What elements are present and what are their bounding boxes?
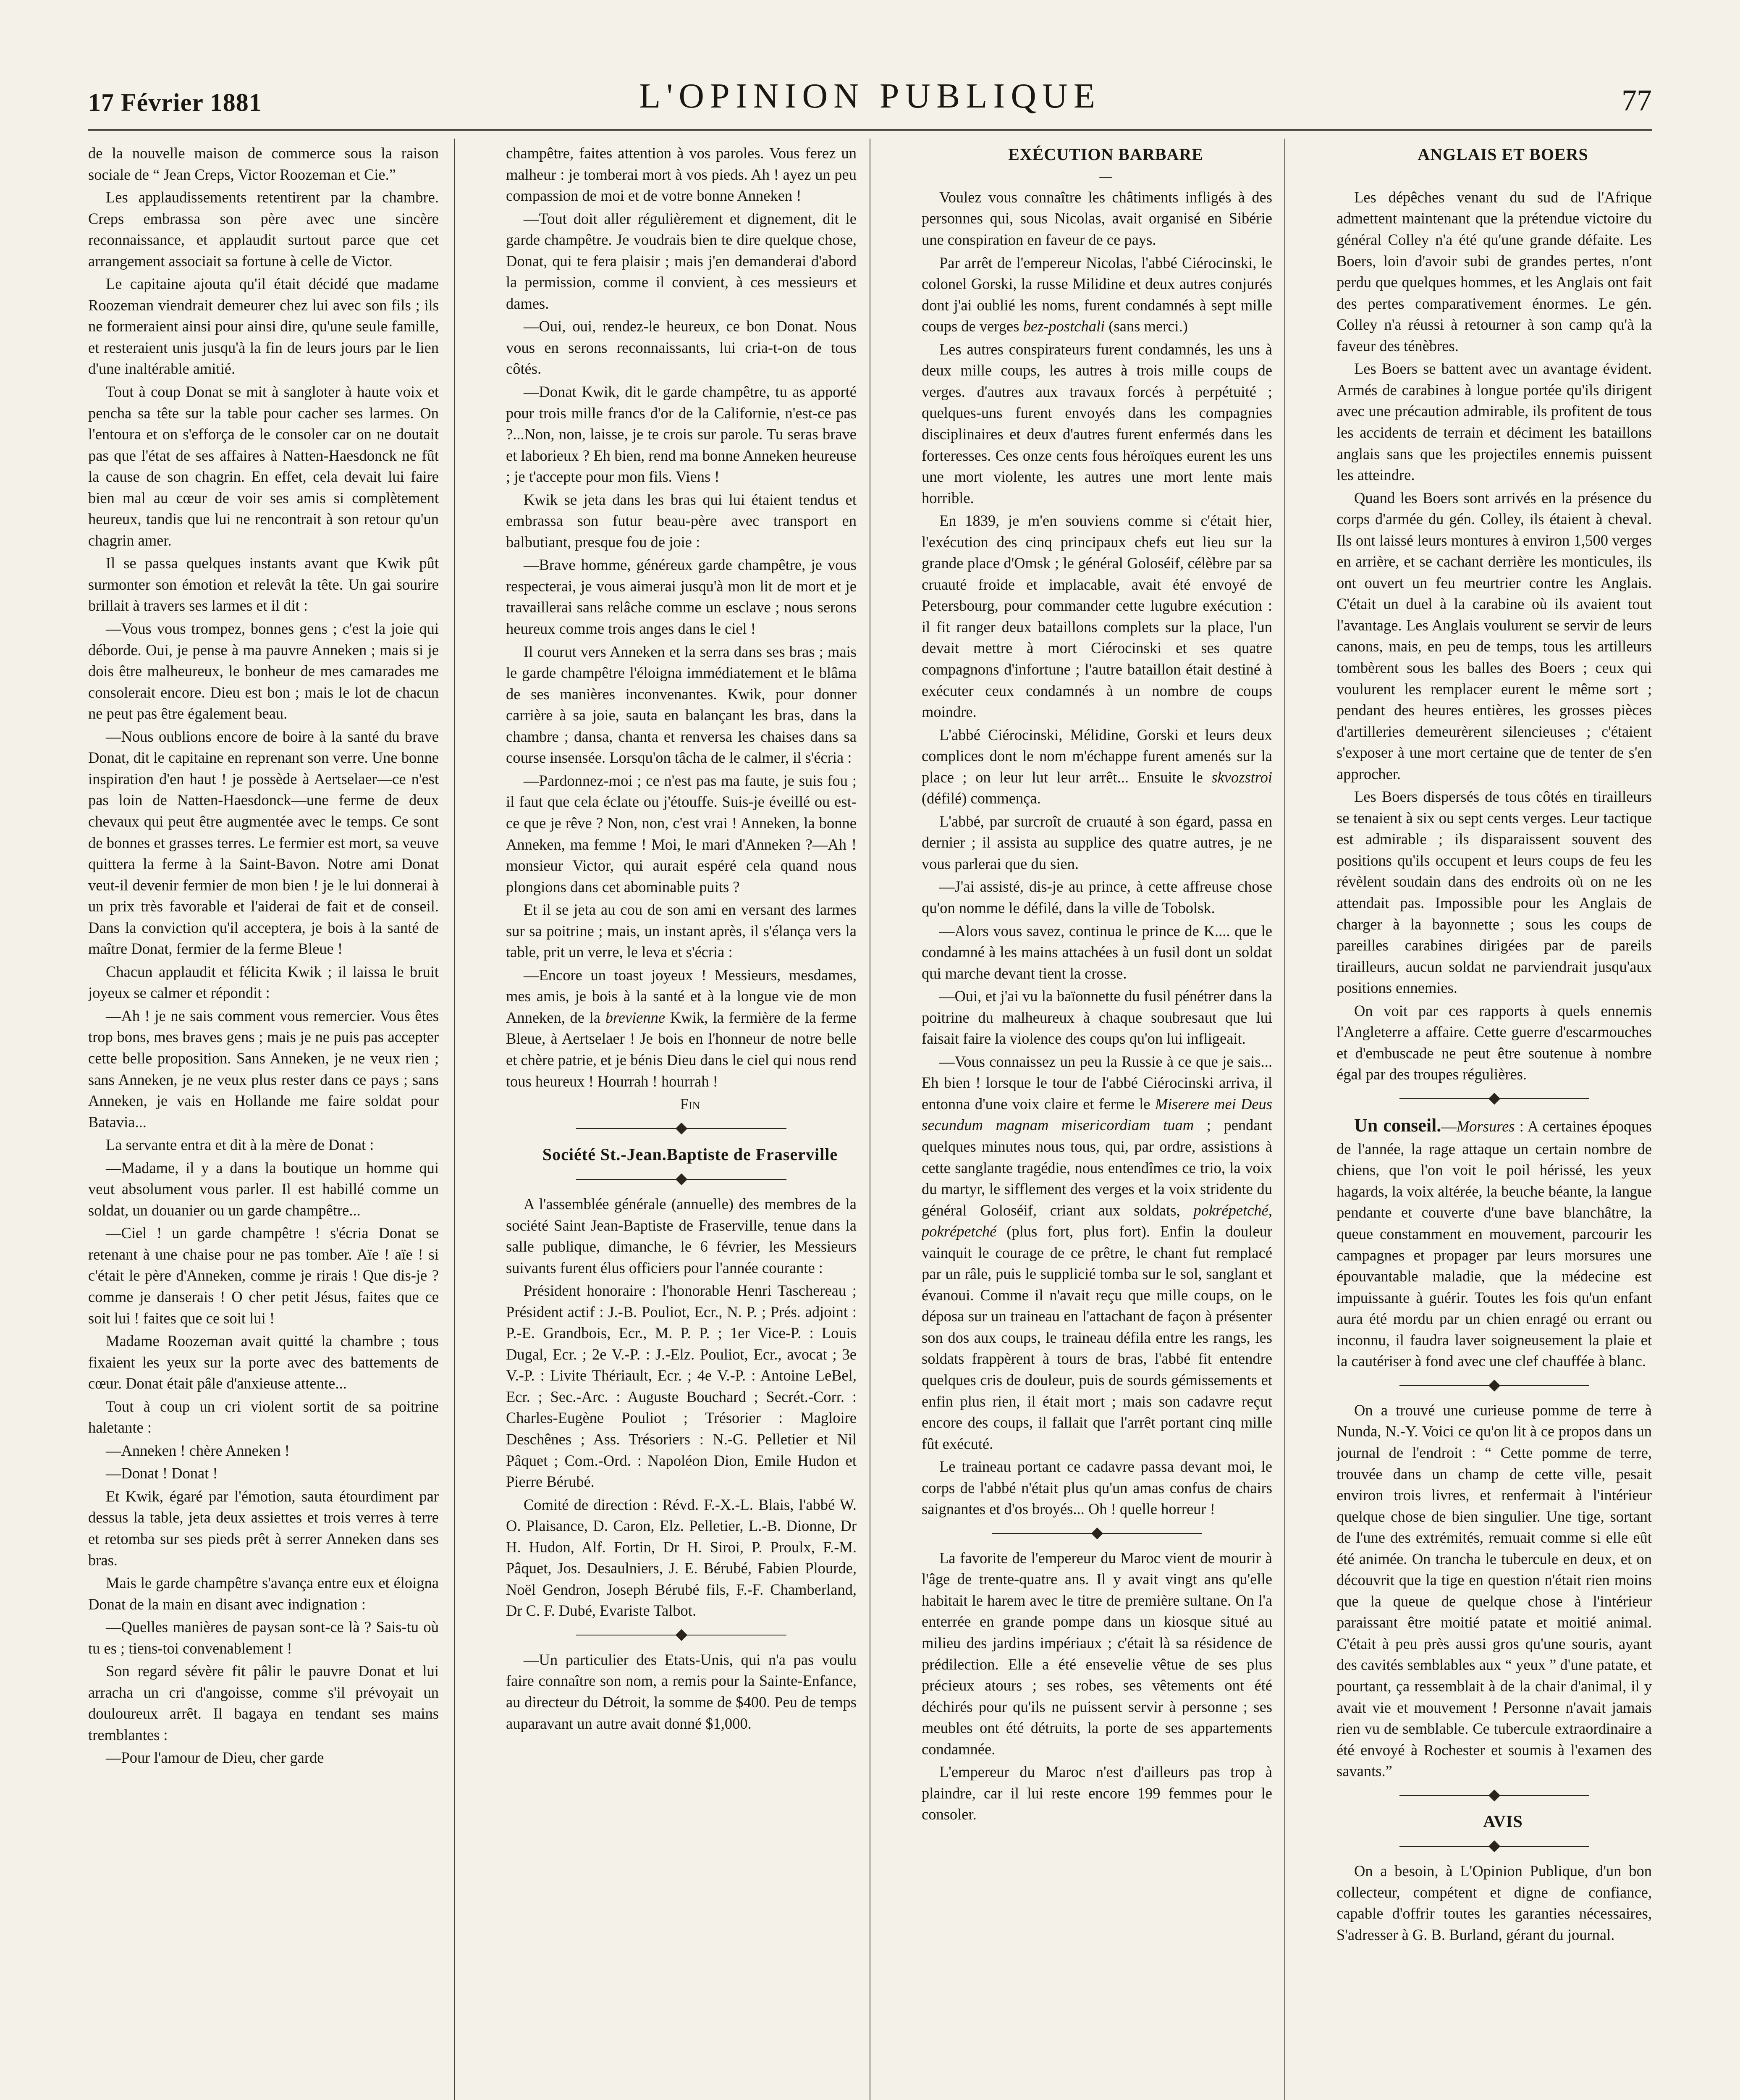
paragraph: L'empereur du Maroc n'est d'ailleurs pas trop à plaindre, car il lui reste encore 199 femmes pour le consoler.: [922, 1763, 1272, 1823]
paragraph: de la nouvelle maison de commerce sous la raison sociale de “ Jean Creps, Victor Roozeman et Cie.”: [88, 144, 439, 183]
paragraph: La favorite de l'empereur du Maroc vient de mourir à l'âge de trente-quatre ans. Il y avait vingt ans qu'elle habitait le harem avec le titre de première sultane. On l'a enterrée en grande pompe dans un kiosque situé au milieu des jardins impériaux ; c'était là sa résidence de prédilection. Elle a été ensevelie vêtue de ses plus précieux atours ; ses robes, ses vêtements ont été déchirés pour qu'ils ne puissent servir à personne ; ses meubles ont été détruits, la porte de ses appartements condamnée.: [922, 1549, 1272, 1758]
section-separator: [1336, 1842, 1652, 1851]
paragraph: Le capitaine ajouta qu'il était décidé que madame Roozeman viendrait demeurer chez lui avec son fils ; ils ne formeraient ainsi pour ainsi dire, qu'une seule famille, et resteraient unis jusqu'à la fin de leurs jours par le lien d'une inaltérable amitié.: [88, 275, 439, 378]
paragraph: —Un particulier des Etats-Unis, qui n'a pas voulu faire connaître son nom, a remis pour la Sainte-Enfance, au directeur du Détroit, la somme de $400. Peu de temps auparavant un autre avait donné $1,000.: [506, 1651, 857, 1732]
item-lead: Un conseil.: [1354, 1115, 1441, 1136]
section-separator: [1336, 1381, 1652, 1390]
paragraph: On a besoin, à L'Opinion Publique, d'un bon collecteur, compétent et digne de confiance, capable d'offrir toutes les garanties nécessaires, S'adresser à G. B. Burland, gérant du journal.: [1336, 1862, 1652, 1943]
article-title: ANGLAIS ET BOERS: [1418, 145, 1588, 164]
column-divider: [454, 139, 455, 2100]
masthead: [88, 76, 1652, 126]
paragraph: —Oui, et j'ai vu la baïonnette du fusil pénétrer dans la poitrine du malheureux à chaque soubresaut que lui faisait faire la violence des coups qu'on lui infligeait.: [922, 987, 1272, 1047]
paragraph: Et Kwik, égaré par l'émotion, sauta étourdiment par dessus la table, jeta deux assiettes et trois verres à terre et retomba sur ses pieds prêt à serrer Anneken dans ses bras.: [88, 1487, 439, 1569]
page-number: 77: [1622, 84, 1652, 117]
newspaper-title: L'OPINION PUBLIQUE: [639, 76, 1101, 116]
paragraph: Il courut vers Anneken et la serra dans ses bras ; mais le garde champêtre l'éloigna immédiatement et le blâma de ses manières inconvenantes. Kwik, pour donner carrière à sa joie, sauta en balançant les bras, dans la chambre ; dansa, chanta et renversa les chaises dans sa course insensée. Lorsqu'on tâcha de le calmer, il s'écria :: [506, 643, 857, 766]
paragraph: —Pour l'amour de Dieu, cher garde: [106, 1749, 324, 1767]
text-span: —Vous connaissez un peu la Russie à ce que je sais... Eh bien ! lorsque le tour de l'abbé Ciérocinski arriva, il entonna d'une voix claire et ferme le: [922, 1053, 1272, 1113]
paragraph: —Nous oublions encore de boire à la santé du brave Donat, dit le capitaine en reprenant son verre. Une bonne inspiration d'en haut ! je possède à Aertselaer—ce n'est pas loin de Natten-Haesdonck—une ferme de deux chevaux qui peut être augmentée avec le temps. Ce sont de bonnes et grasses terres. Le fermier est mort, sa veuve quittera la ferme à la Saint-Bavon. Notre ami Donat veut-il devenir fermier de mon bien ! je le lui donnerai à un prix très favorable et l'aiderai de fait et de conseil. Dans la conviction qu'il acceptera, je bois à la santé de maître Donat, fermier de la ferme Bleue !: [88, 727, 439, 958]
text-span: —: [1441, 1117, 1457, 1135]
paragraph: En 1839, je m'en souviens comme si c'était hier, l'exécution des cinq principaux chefs eut lieu sur la grande place d'Omsk ; le général Goloséif, célèbre par sa cruauté froide et implacable, avait été envoyé de Petersbourg, pour commander cette lugubre exécution : il fit ranger deux bataillons complets sur la place, l'un devait mettre à mort Ciérocinski et ses quatre compagnons d'infortune ; l'autre bataillon était destiné à exécuter ceux condamnés à un nombre de coups moindre.: [922, 512, 1272, 721]
paragraph: Les dépêches venant du sud de l'Afrique admettent maintenant que la prétendue victoire du général Colley n'a été qu'une grande défaite. Les Boers, loin d'avoir subi de grandes pertes, n'ont perdu que quelques hommes, et les Anglais ont fait des pertes comparativement énormes. Le gén. Colley n'a réussi à retourner à son camp qu'à la faveur des ténèbres.: [1336, 188, 1652, 354]
article-title: AVIS: [1483, 1811, 1523, 1831]
column-1: [88, 143, 439, 2100]
section-separator: [506, 1631, 857, 1639]
italic-term: Morsures: [1456, 1117, 1515, 1135]
issue-date: 17 Février 1881: [88, 89, 262, 116]
paragraph: —Madame, il y a dans la boutique un homme qui veut absolument vous parler. Il est habillé comme un soldat, un douanier ou un garde champêtre...: [88, 1159, 439, 1219]
paragraph: Les Boers dispersés de tous côtés en tirailleurs se tenaient à six ou sept cents verges. Leur tactique est admirable ; ils disparaissent souvent des positions qu'ils occupent et leurs coups de feu les révèlent soudain dans des endroits où on ne les attendait pas. Impossible pour les Anglais de charger à la bayonnette ; sous les coups de pareilles carabines dirigées par de pareils tirailleurs, aucun soldat ne parviendrait jusqu'aux positions ennemies.: [1336, 788, 1652, 997]
paragraph: Chacun applaudit et félicita Kwik ; il laissa le bruit joyeux se calmer et répondit :: [88, 963, 439, 1002]
section-separator: [1336, 1095, 1652, 1103]
text-span: L'abbé Ciérocinski, Mélidine, Gorski et leurs deux complices dont le nom m'échappe furent amenés sur la place ; on leur lut leur arrêt... Ensuite le: [922, 726, 1272, 786]
paragraph: [506, 965, 857, 1092]
section-separator: [506, 1175, 857, 1184]
text-span: : A certaines époques de l'année, la rage attaque un certain nombre de chiens, que l'on voit le poil hérissé, les yeux hagards, la voix altérée, la beuche béante, la langue pendante et couverte d'une bave blanchâtre, la queue constamment en mouvement, parcourir les campagnes et propager par leurs morsures une épouvantable maladie, que la médecine est impuissante à guérir. Toutes les fois qu'un enfant aura été mordu par un chien enragé ou errant ou inconnu, il faudra laver soigneusement la plaie et la cautériser à fond avec une clef chauffée à blanc.: [1336, 1117, 1652, 1370]
italic-term: bez-postchali: [1023, 318, 1105, 335]
paragraph: —Anneken ! chère Anneken !: [106, 1441, 290, 1459]
text-span: Kwik, la fermière de la ferme Bleue, à Aertselaer ! Je bois en l'honneur de notre belle et chère patrie, et je bénis Dieu dans le ciel qui nous rend tous heureux ! Hourrah ! hourrah !: [506, 1008, 857, 1090]
paragraph: —Donat ! Donat !: [106, 1465, 218, 1482]
paragraph: —Tout doit aller régulièrement et dignement, dit le garde champêtre. Je voudrais bien te dire quelque chose, Donat, qui te fera plaisir ; mais j'en demanderai d'abord la permission, comme il convient, à ces messieurs et dames.: [506, 210, 857, 312]
text-span: —Encore un toast joyeux ! Messieurs, mesdames, mes amis, je bois à la santé et à la longue vie de mon Anneken, de la: [506, 966, 857, 1026]
title-dash: [1336, 168, 1652, 185]
italic-term: brevienne: [605, 1008, 666, 1026]
paragraph: —Oui, oui, rendez-le heureux, ce bon Donat. Nous vous en serons reconnaissants, lui cria-t-on de tous côtés.: [506, 318, 857, 378]
paragraph: Son regard sévère fit pâlir le pauvre Donat et lui arracha un cri d'angoisse, comme s'il prévoyait un douloureux arrêt. Il bagaya en tendant ses mains tremblantes :: [88, 1662, 439, 1743]
paragraph: —Vous vous trompez, bonnes gens ; c'est la joie qui déborde. Oui, je pense à ma pauvre Anneken ; mais si je dois être malheureux, le bonheur de mes camarades me consolerait encore. Dieu est bon ; mais le lot de chacun ne peut pas être également beau.: [88, 620, 439, 722]
paragraph: On a trouvé une curieuse pomme de terre à Nunda, N.-Y. Voici ce qu'on lit à ce propos dans un journal de l'endroit : “ Cette pomme de terre, trouvée dans un champ de cette ville, pesait environ trois livres, et renfermait à l'intérieur quelque chose de bien singulier. Une tige, sortant de l'une des extrémités, remuait comme si elle eût été animée. On trancha le tubercule en deux, et on découvrit que la tige en question n'était rien moins que la queue de quelque chose à l'intérieur paraissant être moitié patate et moitié animal. C'était à peu près aussi gros qu'une souris, ayant des cavités semblables aux “ yeux ” d'une patate, et pourtant, ça ressemblait à de la chair d'animal, il y avait vie et mouvement ! Personne n'avait jamais rien vu de semblable. Ce tubercule extraordinaire a été envoyé à Rochester et soumis à l'examen des savants.”: [1336, 1401, 1652, 1780]
article-title: EXÉCUTION BARBARE: [1008, 145, 1203, 164]
section-separator: [922, 1529, 1272, 1538]
article-title: Société St.-Jean.Baptiste de Fraserville: [542, 1144, 838, 1164]
paragraph: Kwik se jeta dans les bras qui lui étaient tendus et embrassa son futur beau-père avec transport en balbutiant, presque fou de joie :: [506, 491, 857, 551]
paragraph: Mais le garde champêtre s'avança entre eux et éloigna Donat de la main en disant avec indignation :: [88, 1574, 439, 1613]
paragraph: Les Boers se battent avec un avantage évident. Armés de carabines à longue portée qu'ils dirigent avec une précaution admirable, ils profitent de tous les accidents de terrain et déciment les bataillons anglais sans que les projectiles ennemis puissent les atteindre.: [1336, 360, 1652, 484]
italic-term: skvozstroi: [1211, 768, 1272, 786]
column-2: [506, 143, 857, 2100]
story-end: Fin: [680, 1095, 700, 1113]
paragraph: Comité de direction : Révd. F.-X.-L. Blais, l'abbé W. O. Plaisance, D. Caron, Elz. Pelletier, L.-B. Dionne, Dr H. Hudon, Alf. Fortin, Dr H. Siroi, P. Proulx, F.-M. Pâquet, Jos. Desaulniers, J. E. Bérubé, Fabien Plourde, Noël Gendron, Joseph Bérubé fils, F.-F. Chamberland, Dr C. F. Dubé, Evariste Talbot.: [506, 1496, 857, 1620]
paragraph: Il se passa quelques instants avant que Kwik pût surmonter son émotion et relevât la tête. Un gai sourire brillait à travers ses larmes et il dit :: [88, 554, 439, 614]
section-separator: [506, 1124, 857, 1133]
section-separator: [1336, 1791, 1652, 1800]
paragraph: A l'assemblée générale (annuelle) des membres de la société Saint Jean-Baptiste de Fraserville, tenue dans la salle publique, dimanche, le 6 février, les Messieurs suivants furent élus officiers pour l'année courante :: [506, 1195, 857, 1276]
paragraph: —Ah ! je ne sais comment vous remercier. Vous êtes trop bons, mes braves gens ; mais je ne puis pas accepter cette belle proposition. Sans Anneken, je ne veux rien ; sans Anneken, je ne veux plus rester dans ce pays ; sans Anneken, je vais en Hollande me faire soldat pour Batavia...: [88, 1007, 439, 1131]
text-span: Par arrêt de l'empereur Nicolas, l'abbé Ciérocinski, le colonel Gorski, la russe Milidine et deux autres conjurés dont j'ai oublié les noms, furent condamnés à sept mille coups de verges: [922, 254, 1272, 335]
title-dash: —: [1099, 169, 1112, 184]
italic-term: pokrépetché, pokrépetché: [922, 1201, 1272, 1240]
paragraph: Quand les Boers sont arrivés en la présence du corps d'armée du gén. Colley, ils étaient à cheval. Ils ont laissé leurs montures à environ 1,500 verges en arrière, et se cachant derrière les monticules, ils ont ouvert un feu meurtrier contre les Anglais. C'était un duel à la carabine où ils avaient tout l'avantage. Les Anglais voulurent se servir de leurs canons, mais, en peu de temps, tous les artilleurs tombèrent sous les balles des Boers ; ceux qui voulurent les remplacer eurent le même sort ; pendant des heures entières, les grosses pièces d'artilleries demeurèrent silencieuses ; c'étaient s'exposer à une mort certaine que de tenter de s'en approcher.: [1336, 489, 1652, 782]
column-divider: [1284, 139, 1285, 2100]
paragraph: —Brave homme, généreux garde champêtre, je vous respecterai, je vous aimerai jusqu'à mon lit de mort et je travaillerai sans relâche comme un esclave ; nous serons heureux comme trois anges dans le ciel !: [506, 556, 857, 638]
paragraph: La servante entra et dit à la mère de Donat :: [106, 1136, 374, 1154]
paragraph: —Donat Kwik, dit le garde champêtre, tu as apporté pour trois mille francs d'or de la Californie, n'est-ce pas ?...Non, non, laisse, je te crois sur parole. Tu seras brave et laborieux ? Eh bien, rend ma bonne Anneken heureuse ; je t'accepte pour mon fils. Viens !: [506, 383, 857, 486]
paragraph: —Ciel ! un garde champêtre ! s'écria Donat se retenant à une chaise pour ne pas tomber. Aïe ! aïe ! si c'était le père d'Anneken, comme je rirais ! Que dis-je ? comme je danserais ! O cher petit Jésus, faites que ce soit lui ! faites que ce soit lui !: [88, 1224, 439, 1327]
paragraph: —Quelles manières de paysan sont-ce là ? Sais-tu où tu es ; tiens-toi convenablement !: [88, 1618, 439, 1657]
text-span: (défilé) commença.: [922, 790, 1041, 807]
paragraph: [922, 252, 1272, 337]
column-3: [922, 143, 1272, 2100]
paragraph: On voit par ces rapports à quels ennemis l'Angleterre a affaire. Cette guerre d'escarmouches et d'embuscade ne peut être soutenue à nombre égal par des troupes régulières.: [1336, 1002, 1652, 1083]
column-4: [1336, 143, 1652, 2100]
paragraph: Madame Roozeman avait quitté la chambre ; tous fixaient les yeux sur la porte avec des battements de cœur. Donat était pâle d'anxieuse attente...: [88, 1332, 439, 1392]
paragraph: Les autres conspirateurs furent condamnés, les uns à deux mille coups, les autres à trois mille coups de verges. d'autres aux travaux forcés à perpétuité ; quelques-uns furent envoyés dans les compagnies disciplinaires et deux d'autres furent enfermés dans les forteresses. Ces onze cents fous héroïques eurent les uns une mort violente, les autres une mort lente mais horrible.: [922, 340, 1272, 507]
paragraph: Et il se jeta au cou de son ami en versant des larmes sur sa poitrine ; mais, un instant après, il s'élança vers la table, prit un verre, le leva et s'écria :: [506, 901, 857, 961]
paragraph: Président honoraire : l'honorable Henri Taschereau ; Président actif : J.-B. Pouliot, Ecr., N. P. ; Prés. adjoint : P.-E. Grandbois, Ecr., M. P. P. ; 1er Vice-P. : Louis Dugal, Ecr. ; 2e V.-P. : J.-Elz. Pouliot, Ecr., avocat ; 3e V.-P. : Livite Thériault, Ecr. ; 4e V.-P. : Antoine LeBel, Ecr. ; Sec.-Arc. : Auguste Bouchard ; Secrét.-Corr. : Charles-Eugène Pouliot ; Trésorier : Magloire Deschênes ; Ass. Trésoriers : N.-G. Pelletier et Nil Pâquet ; Com.-Ord. : Napoléon Dion, Emile Hudon et Pierre Bérubé.: [506, 1282, 857, 1491]
paragraph: Voulez vous connaître les châtiments infligés à des personnes qui, sous Nicolas, avait organisé en Sibérie une conspiration en faveur de ce pays.: [922, 188, 1272, 249]
text-span: (plus fort, plus fort). Enfin la douleur vainquit le courage de ce prêtre, le chant fut remplacé par un râle, puis le supplicié tomba sur le sol, sanglant et évanoui. Comme il n'avait reçu que mille coups, on le déposa sur un traineau en l'attachant de façon à présenter son dos aux coups, le traineau défila entre les rangs, les soldats frappèrent à tours de bras, l'abbé fit entendre quelques cris de douleur, puis de sourds gémissements et enfin plus rien, il était mort ; mais son cadavre reçut encore des coups, il fallait que l'arrêt portant cinq mille fût exécuté.: [922, 1223, 1272, 1452]
paragraph: L'abbé, par surcroît de cruauté à son égard, passa en dernier ; il assista au supplice des quatre autres, je ne vous parlerai que du sien.: [922, 812, 1272, 872]
paragraph: Le traineau portant ce cadavre passa devant moi, le corps de l'abbé n'était plus qu'un amas confus de chairs saignantes et d'os broyés... Oh ! quelle horreur !: [922, 1458, 1272, 1518]
paragraph: —Alors vous savez, continua le prince de K.... que le condamné à les mains attachées à un fusil dont un soldat qui marche devant tient la crosse.: [922, 922, 1272, 982]
paragraph: Les applaudissements retentirent par la chambre. Creps embrassa son père avec une sincère reconnaissance, et applaudit surtout parce que cet arrangement associait sa fortune à celle de Victor.: [88, 189, 439, 270]
masthead-rule: [88, 129, 1652, 131]
paragraph: Tout à coup un cri violent sortit de sa poitrine haletante :: [88, 1397, 439, 1436]
paragraph: [922, 724, 1272, 809]
paragraph: [922, 1051, 1272, 1454]
paragraph: Tout à coup Donat se mit à sangloter à haute voix et pencha sa tête sur la table pour cacher ses larmes. On l'entoura et on s'efforça de le consoler car on ne doutait pas que l'état de ses affaires à Natten-Haesdonck ne fût la cause de son chagrin. En effet, cela devait lui faire bien mal au cœur de voir ses amis si complètement heureux, tandis que lui ne rencontrait à son retour qu'un chagrin amer.: [88, 383, 439, 549]
text-span: ; pendant quelques minutes nous tous, qui, par ordre, assistions à cette sanglante tragédie, nous entendîmes ce trio, la voix du martyr, le sifflement des verges et la voix stridente du général Goloséif, criant aux soldats,: [922, 1116, 1272, 1219]
paragraph: [1336, 1113, 1652, 1372]
text-span: (sans merci.): [1108, 318, 1188, 335]
paragraph: champêtre, faites attention à vos paroles. Vous ferez un malheur : je tomberai mort à vos pieds. Ah ! ayez un peu compassion de moi et de votre bonne Anneken !: [506, 144, 857, 205]
italic-term: Miserere mei Deus secundum magnam misericordiam tuam: [922, 1095, 1272, 1134]
paragraph: —Pardonnez-moi ; ce n'est pas ma faute, je suis fou ; il faut que cela éclate ou j'étouffe. Suis-je éveillé ou est-ce que je rêve ? Non, non, c'est vrai ! Anneken, la bonne Anneken, ma femme ! Moi, le mari d'Anneken ?—Ah ! monsieur Victor, qui aurait espéré cela quand nous plongions dans cet abominable puits ?: [506, 772, 857, 895]
paragraph: —J'ai assisté, dis-je au prince, à cette affreuse chose qu'on nomme le défilé, dans la ville de Tobolsk.: [922, 878, 1272, 916]
